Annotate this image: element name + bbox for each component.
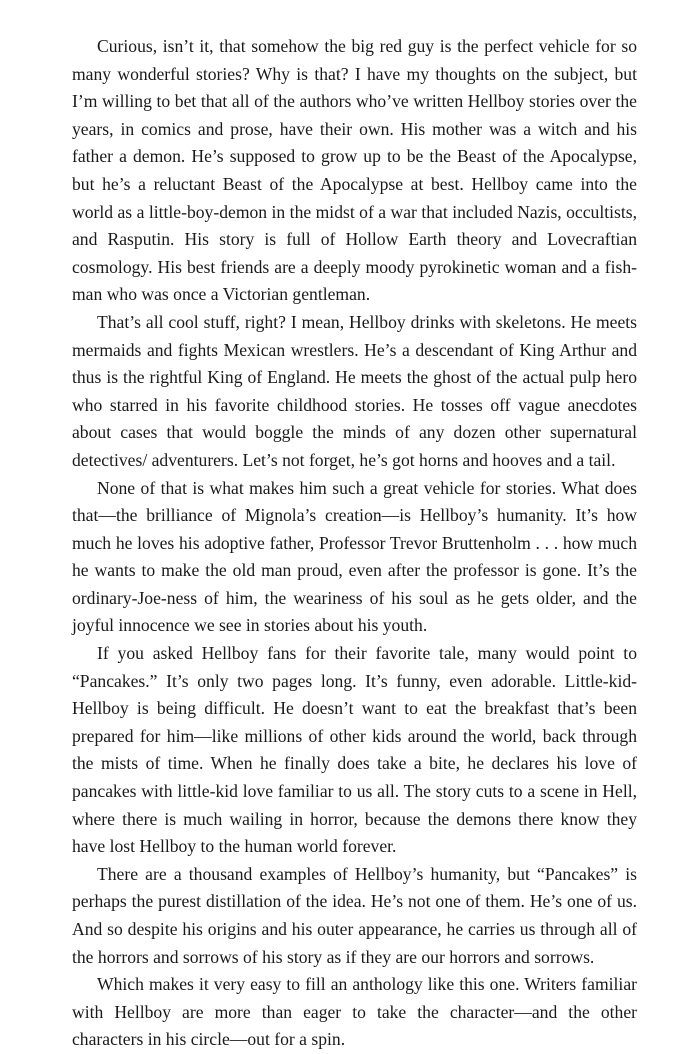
paragraph-3: None of that is what makes him such a great vehicle for stories. What does that—the brilliance of Mignola’s creation—is Hellboy’s humanity. It’s how much he loves his adoptive father, Professor Trevor Bruttenholm . . . how much he wants to make the old man proud, even after the professor is gone. It’s the ordinary-Joe-ness of him, the weariness of his soul as he gets older, and the joyful innocence we see in stories about his youth.: [72, 477, 637, 636]
paragraph-6: Which makes it very easy to fill an anthology like this one. Writers familiar with Hellboy are more than eager to take the character—and the other characters in his circle—out for a spin.: [72, 974, 637, 1050]
paragraph-5: There are a thousand examples of Hellboy’s humanity, but “Pancakes” is perhaps the purest distillation of the idea. He’s not one of them. He’s one of us. And so despite his origins and his outer appearance, he carries us through all of the horrors and sorrows of his story as if they are our horrors and sorrows.: [72, 863, 637, 967]
paragraph-2: That’s all cool stuff, right? I mean, Hellboy drinks with skeletons. He meets mermaids and fights Mexican wrestlers. He’s a descendant of King Arthur and thus is the rightful King of England. He meets the ghost of the actual pulp hero who starred in his favorite childhood stories. He tosses off vague anecdotes about cases that would boggle the minds of any dozen other supernatural detectives/ adventurers. Let’s not forget, he’s got horns and hooves and a tail.: [72, 311, 637, 470]
page-body: [72, 33, 637, 1054]
paragraph-1: Curious, isn’t it, that somehow the big red guy is the perfect vehicle for so many wonderful stories? Why is that? I have my thoughts on the subject, but I’m willing to bet that all of the authors who’ve written Hellboy stories over the years, in comics and prose, have their own. His mother was a witch and his father a demon. He’s supposed to grow up to be the Beast of the Apocalypse, but he’s a reluctant Beast of the Apocalypse at best. Hellboy came into the world as a little-boy-demon in the midst of a war that included Nazis, occultists, and Rasputin. His story is full of Hollow Earth theory and Lovecraftian cosmology. His best friends are a deeply moody pyrokinetic woman and a fish-man who was once a Victorian gentleman.: [72, 36, 637, 305]
paragraph-4: If you asked Hellboy fans for their favorite tale, many would point to “Pancakes.” It’s only two pages long. It’s funny, even adorable. Little-kid-Hellboy is being difficult. He doesn’t want to eat the breakfast that’s been prepared for him—like millions of other kids around the world, back through the mists of time. When he finally does take a bite, he declares his love of pancakes with little-kid love familiar to us all. The story cuts to a scene in Hell, where there is much wailing in horror, because the demons there know they have lost Hellboy to the human world forever.: [72, 643, 637, 857]
